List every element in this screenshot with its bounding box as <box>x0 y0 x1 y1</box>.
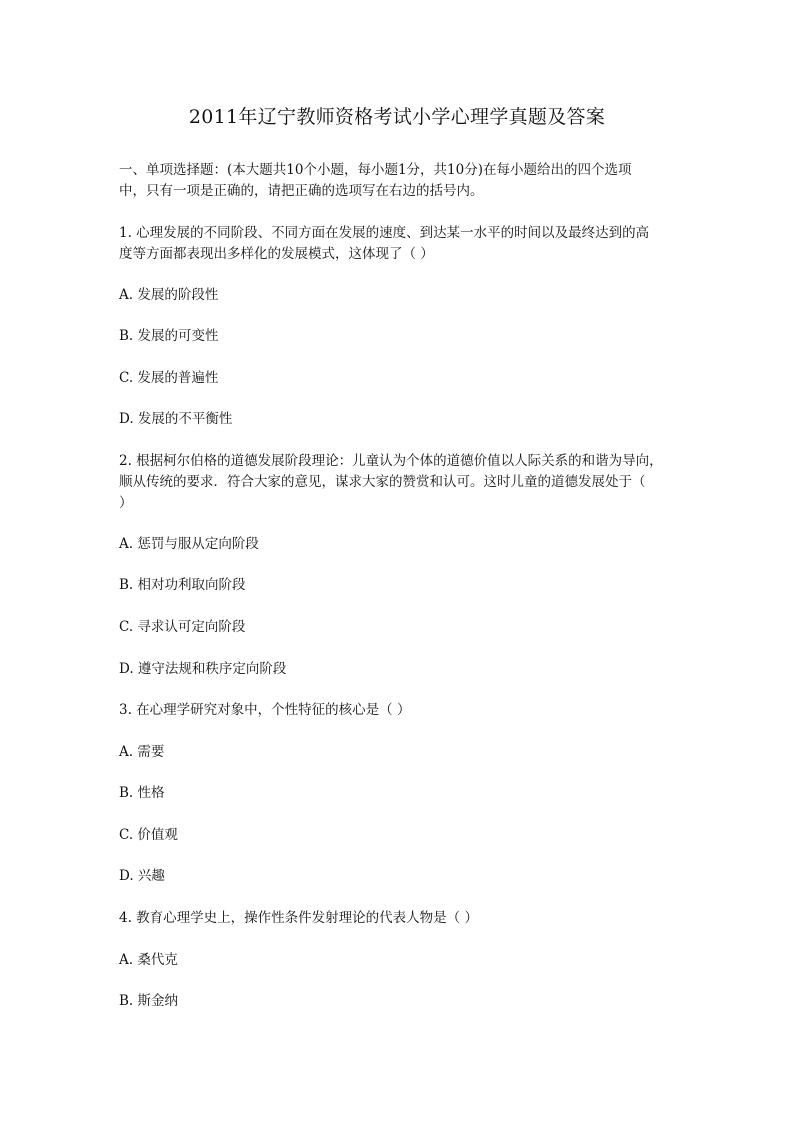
question-stem-line: 1. 心理发展的不同阶段、不同方面在发展的速度、到达某一水平的时间以及最终达到的高 <box>119 225 650 241</box>
question-stem-line: ） <box>119 495 133 511</box>
question-3-option-a: A. 需要 <box>119 744 165 760</box>
question-4-option-b: B. 斯金纳 <box>119 993 179 1009</box>
question-3-option-c: C. 价值观 <box>119 827 178 843</box>
section-intro-line: 一、单项选择题：(本大题共10个小题，每小题1分，共10分)在每小题给出的四个选项 <box>119 162 632 178</box>
question-1-option-d: D. 发展的不平衡性 <box>119 411 233 427</box>
question-4-option-a: A. 桑代克 <box>119 952 178 968</box>
section-intro <box>119 160 691 202</box>
question-stem-line: 度等方面都表现出多样化的发展模式，这体现了（ ） <box>119 246 434 262</box>
question-1-stem <box>119 223 691 265</box>
question-1-option-c: C. 发展的普遍性 <box>119 370 219 386</box>
question-3-stem: 3. 在心理学研究对象中，个性特征的核心是（ ） <box>119 702 411 718</box>
question-2-stem <box>119 451 691 514</box>
question-2-option-b: B. 相对功利取向阶段 <box>119 577 246 593</box>
question-1-option-b: B. 发展的可变性 <box>119 328 219 344</box>
question-2-option-a: A. 惩罚与服从定向阶段 <box>119 536 259 552</box>
question-stem-line: 2. 根据柯尔伯格的道德发展阶段理论：儿童认为个体的道德价值以人际关系的和谐为导向， <box>119 453 663 469</box>
question-1-option-a: A. 发展的阶段性 <box>119 287 219 303</box>
question-3-option-b: B. 性格 <box>119 785 165 801</box>
question-2-option-c: C. 寻求认可定向阶段 <box>119 619 246 635</box>
question-stem-line: 顺从传统的要求．符合大家的意见，谋求大家的赞赏和认可。这时儿童的道德发展处于（ <box>119 474 646 490</box>
question-4-stem: 4. 教育心理学史上，操作性条件发射理论的代表人物是（ ） <box>119 910 478 926</box>
question-2-option-d: D. 遵守法规和秩序定向阶段 <box>119 661 287 677</box>
section-intro-line: 中，只有一项是正确的，请把正确的选项写在右边的括号内。 <box>119 183 484 199</box>
document-title: 2011年辽宁教师资格考试小学心理学真题及答案 <box>188 106 606 128</box>
question-3-option-d: D. 兴趣 <box>119 868 165 884</box>
